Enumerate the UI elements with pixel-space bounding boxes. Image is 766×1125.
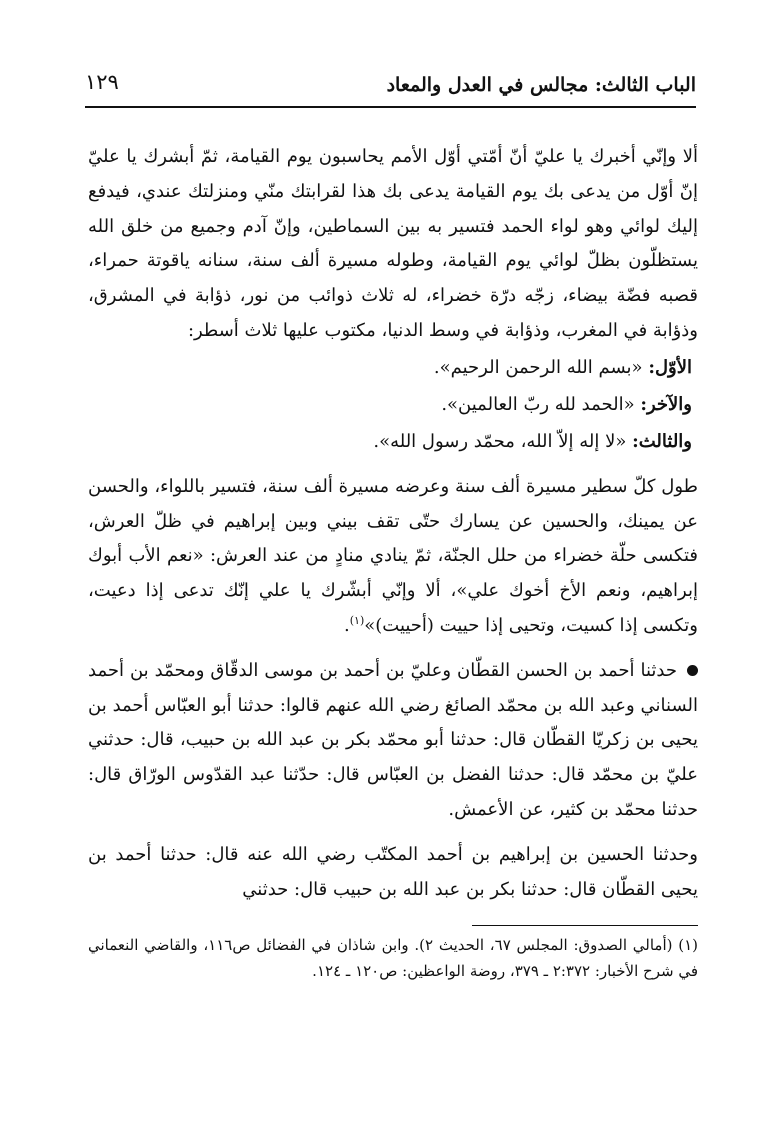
- inscription-text-1: «بسم الله الرحمن الرحيم».: [433, 356, 643, 378]
- page-header: [85, 66, 696, 106]
- inscription-line-2: [88, 386, 698, 423]
- paragraph-4: وحدثنا الحسين بن إبراهيم بن أحمد المكتّب رضي الله عنه قال: حدثنا أحمد بن يحيى القطّان قال: حدثنا بكر بن عبد الله بن حبيب قال: حدثني: [88, 843, 698, 900]
- inscription-label-1: الأوّل:: [648, 356, 692, 378]
- paragraph-3-text: حدثنا أحمد بن الحسن القطّان وعليّ بن أحمد بن موسى الدقّاق ومحمّد بن أحمد السناني وعبد الله بن محمّد الصائغ رضي الله عنهم قالوا: حدثنا أبو العبّاس أحمد بن يحيى بن زكريّا القطّان قال: حدثنا أبو محمّد بكر بن عبد الله بن حبيب، قال: حدثني عليّ بن محمّد قال: حدثنا الفضل بن العبّاس قال: حدّثنا عبد القدّوس الورّاق قال: حدثنا محمّد بن كثير، عن الأعمش.: [88, 659, 698, 820]
- footnote-separator: [472, 925, 698, 926]
- page-number: ١٢٩: [85, 70, 119, 94]
- inscription-text-2: «الحمد لله ربّ العالمين».: [441, 393, 635, 415]
- inscription-label-3: والثالث:: [632, 430, 692, 452]
- header-rule: [85, 106, 696, 108]
- paragraph-2: [88, 470, 698, 644]
- bullet-icon: [687, 665, 698, 676]
- paragraph-3: [88, 654, 698, 828]
- inscription-line-3: [88, 423, 698, 460]
- inscription-text-3: «لا إله إلاّ الله، محمّد رسول الله».: [373, 430, 627, 452]
- running-title: الباب الثالث: مجالس في العدل والمعاد: [386, 74, 696, 96]
- inscription-line-1: [88, 349, 698, 386]
- footnote-1: (١) (أمالي الصدوق: المجلس ٦٧، الحديث ٢). وابن شاذان في الفضائل ص١١٦، والقاضي النعماني في شرح الأخبار: ٢:٣٧٢ ـ ٣٧٩، روضة الواعظين: ص١٢٠ ـ ١٢٤.: [88, 936, 699, 980]
- inscription-label-2: والآخر:: [640, 393, 692, 415]
- footnotes: [88, 932, 698, 984]
- main-text: [88, 140, 698, 907]
- paragraph-2-text: طول كلّ سطير مسيرة ألف سنة وعرضه مسيرة ألف سنة، فتسير باللواء، والحسن عن يمينك، والحسين عن يسارك حتّى تقف بيني وبين إبراهيم في ظلّ العرش، فتكسى حلّة خضراء من حلل الجنّة، ثمّ ينادي منادٍ من عند العرش: «نعم الأب أبوك إبراهيم، ونعم الأخ أخوك علي»، ألا وإنّي أبشّرك يا علي إنّك تدعى إذا دعيت، وتكسى إذا كسيت، وتحيى إذا حييت (أحييت)»: [88, 475, 698, 636]
- paragraph-2-end: .: [343, 614, 350, 636]
- paragraph-1: ألا وإنّي أخبرك يا عليّ أنّ أمّتي أوّل الأمم يحاسبون يوم القيامة، ثمّ أبشرك يا عليّ إنّ أوّل من يدعى بك يوم القيامة يدعى بك هذا لقرابتك منّي ومنزلتك عندي، فيدفع إليك لوائي وهو لواء الحمد فتسير به بين السماطين، وإنّ آدم وجميع من خلق الله يستظلّون بظلّ لوائي يوم القيامة، وطوله مسيرة ألف سنة، سنانه ياقوتة حمراء، قصبه فضّة بيضاء، زجّه درّة خضراء، له ثلاث ذوائب من نور، ذؤابة في المشرق، وذؤابة في المغرب، وذؤابة في وسط الدنيا، مكتوب عليها ثلاث أسطر:: [88, 146, 698, 341]
- footnote-ref: (١): [349, 613, 365, 627]
